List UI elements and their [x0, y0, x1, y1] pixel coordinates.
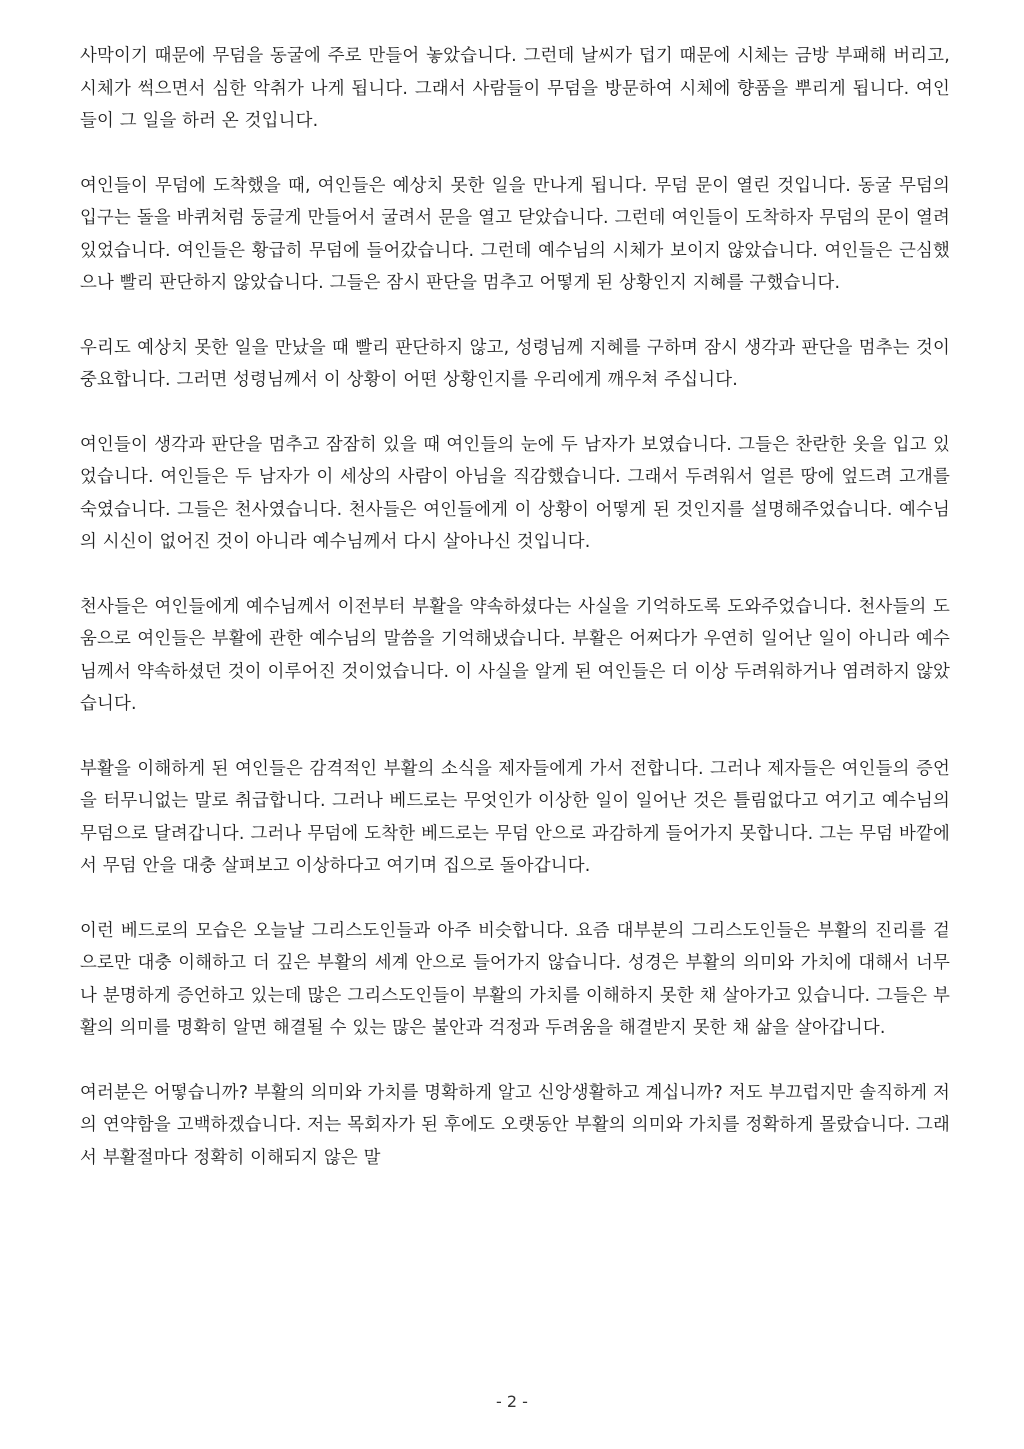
paragraph-4: 여인들이 생각과 판단을 멈추고 잠잠히 있을 때 여인들의 눈에 두 남자가 보였습니다. 그들은 찬란한 옷을 입고 있었습니다. 여인들은 두 남자가 이 세상의 사람이 아님을 직감했습니다. 그래서 두려워서 얼른 땅에 엎드려 고개를 숙였습니다. 그들은 천사였습니다. 천사들은 여인들에게 이 상황이 어떻게 된 것인지를 설명해주었습니다. 예수님의 시신이 없어진 것이 아니라 예수님께서 다시 살아나신 것입니다.	[80, 434, 950, 552]
page-body	[80, 40, 950, 1206]
paragraph-3: 우리도 예상치 못한 일을 만났을 때 빨리 판단하지 않고, 성령님께 지혜를 구하며 잠시 생각과 판단을 멈추는 것이 중요합니다. 그러면 성령님께서 이 상황이 어떤 상황인지를 우리에게 깨우쳐 주십니다.	[80, 337, 950, 390]
paragraph-8: 여러분은 어떻습니까? 부활의 의미와 가치를 명확하게 알고 신앙생활하고 계십니까? 저도 부끄럽지만 솔직하게 저의 연약함을 고백하겠습니다. 저는 목회자가 된 후에도 오랫동안 부활의 의미와 가치를 정확하게 몰랐습니다. 그래서 부활절마다 정확히 이해되지 않은 말	[80, 1082, 950, 1168]
paragraph-2: 여인들이 무덤에 도착했을 때, 여인들은 예상치 못한 일을 만나게 됩니다. 무덤 문이 열린 것입니다. 동굴 무덤의 입구는 돌을 바퀴처럼 둥글게 만들어서 굴려서 문을 열고 닫았습니다. 그런데 여인들이 도착하자 무덤의 문이 열려 있었습니다. 여인들은 황급히 무덤에 들어갔습니다. 그런데 예수님의 시체가 보이지 않았습니다. 여인들은 근심했으나 빨리 판단하지 않았습니다. 그들은 잠시 판단을 멈추고 어떻게 된 상황인지 지혜를 구했습니다.	[80, 175, 950, 293]
paragraph-7: 이런 베드로의 모습은 오늘날 그리스도인들과 아주 비슷합니다. 요즘 대부분의 그리스도인들은 부활의 진리를 겉으로만 대충 이해하고 더 깊은 부활의 세계 안으로 들어가지 않습니다. 성경은 부활의 의미와 가치에 대해서 너무나 분명하게 증언하고 있는데 많은 그리스도인들이 부활의 가치를 이해하지 못한 채 살아가고 있습니다. 그들은 부활의 의미를 명확히 알면 해결될 수 있는 많은 불안과 걱정과 두려움을 해결받지 못한 채 삶을 살아갑니다.	[80, 920, 950, 1038]
page-number: - 2 -	[496, 1392, 528, 1411]
paragraph-5: 천사들은 여인들에게 예수님께서 이전부터 부활을 약속하셨다는 사실을 기억하도록 도와주었습니다. 천사들의 도움으로 여인들은 부활에 관한 예수님의 말씀을 기억해냈습니다. 부활은 어쩌다가 우연히 일어난 일이 아니라 예수님께서 약속하셨던 것이 이루어진 것이었습니다. 이 사실을 알게 된 여인들은 더 이상 두려워하거나 염려하지 않았습니다.	[80, 596, 950, 714]
paragraph-1: 사막이기 때문에 무덤을 동굴에 주로 만들어 놓았습니다. 그런데 날씨가 덥기 때문에 시체는 금방 부패해 버리고, 시체가 썩으면서 심한 악취가 나게 됩니다. 그래서 사람들이 무덤을 방문하여 시체에 향품을 뿌리게 됩니다. 여인들이 그 일을 하러 온 것입니다.	[80, 46, 950, 131]
paragraph-6: 부활을 이해하게 된 여인들은 감격적인 부활의 소식을 제자들에게 가서 전합니다. 그러나 제자들은 여인들의 증언을 터무니없는 말로 취급합니다. 그러나 베드로는 무엇인가 이상한 일이 일어난 것은 틀림없다고 여기고 예수님의 무덤으로 달려갑니다. 그러나 무덤에 도착한 베드로는 무덤 안으로 과감하게 들어가지 못합니다. 그는 무덤 바깥에서 무덤 안을 대충 살펴보고 이상하다고 여기며 집으로 돌아갑니다.	[80, 758, 950, 876]
